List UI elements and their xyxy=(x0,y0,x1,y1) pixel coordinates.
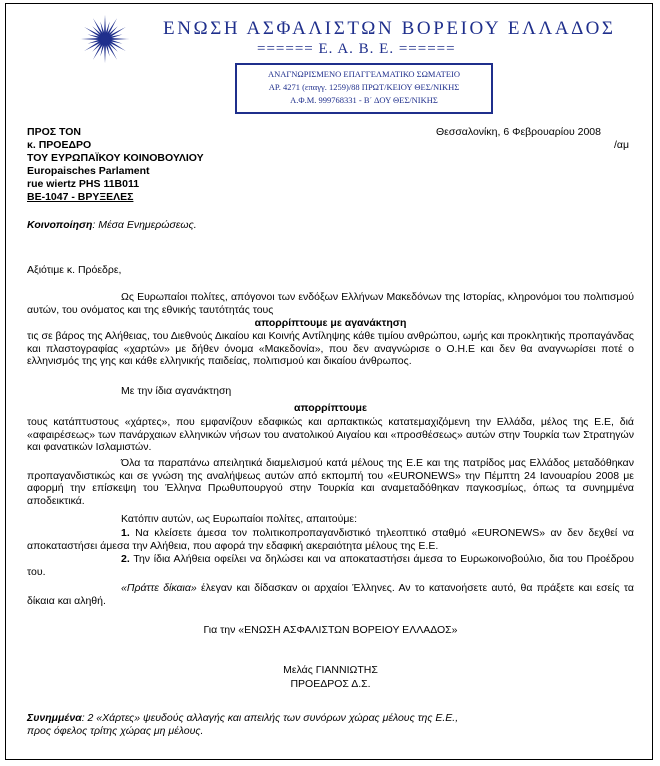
letter-date: Θεσσαλονίκη, 6 Φεβρουαρίου 2008 xyxy=(436,126,601,138)
signatory-name: Μελάς ΓΙΑΝΝΙΩΤΗΣ xyxy=(283,664,378,676)
body-paragraph: Κατόπιν αυτών, ως Ευρωπαίοι πολίτες, απαιτούμε: xyxy=(121,513,357,525)
attachments-label: Συνημμένα xyxy=(27,712,82,724)
recipient-line: Europaisches Parlament xyxy=(27,165,150,177)
recipient-line: rue wiertz PHS 11B011 xyxy=(27,178,140,190)
recipient-line: κ. ΠΡΟΕΔΡΟ xyxy=(27,139,92,151)
body-paragraph: Με την ίδια αγανάκτηση xyxy=(121,385,232,397)
body-paragraph: Ως Ευρωπαίοι πολίτες, απόγονοι των ενδόξων Ελλήνων Μακεδόνων της Ιστορίας, κληρονόμοι του πολιτισμού αυτών, του ονόματος και της εθνικής ταυτότητάς τους xyxy=(27,291,634,316)
org-abbreviation: ====== Ε. Α. Β. Ε. ====== xyxy=(257,41,456,57)
salutation: Αξιότιμε κ. Πρόεδρε, xyxy=(27,264,122,276)
cc-line xyxy=(27,219,197,232)
recipient-line: ΤΟΥ ΕΥΡΩΠΑΪΚΟΥ ΚΟΙΝΟΒΟΥΛΙΟΥ xyxy=(27,152,204,164)
registration-line: ΑΝΑΓΝΩΡΙΣΜΕΝΟ ΕΠΑΓΓΕΛΜΑΤΙΚΟ ΣΩΜΑΤΕΙΟ xyxy=(267,69,461,79)
demand-item: 1. Να κλείσετε άμεσα τον πολιτικοπροπαγανδιστικό τηλεοπτικό σταθμό «EURONEWS» αν δεν δεχθεί να αποκαταστήσει άμεσα την Αλήθεια, που αφορά την εδαφική ακεραιότητα μέλους της Ε.Ε. xyxy=(27,527,634,552)
attachments-line: Συνημμένα: 2 «Χάρτες» ψευδούς αλλαγής και απειλής των συνόρων χώρας μέλους της Ε.Ε., xyxy=(27,712,459,724)
closing-line: Για την «ΕΝΩΣΗ ΑΣΦΑΛΙΣΤΩΝ ΒΟΡΕΙΟΥ ΕΛΛΑΔΟΣ» xyxy=(203,624,458,636)
org-name: ΕΝΩΣΗ ΑΣΦΑΛΙΣΤΩΝ ΒΟΡΕΙΟΥ ΕΛΛΑΔΟΣ xyxy=(163,18,616,39)
demand-item: 2. Την ίδια Αλήθεια οφείλει να δηλώσει και να αποκαταστήσει άμεσα το Ευρωκοινοβούλιο, δια του Προέδρου του. xyxy=(27,553,634,578)
emphasis-heading: απορρίπτουμε με αγανάκτηση xyxy=(254,317,407,329)
recipient-line: ΠΡΟΣ ΤΟΝ xyxy=(27,126,81,138)
cc-value: : Μέσα Ενημερώσεως. xyxy=(92,219,197,231)
attachments-line: προς όφελος τρίτης χώρας μη μέλους. xyxy=(27,725,204,737)
letter-reference: /αμ xyxy=(614,139,630,151)
body-paragraph: Όλα τα παραπάνω απειλητικά διαμελισμού κατά μέλους της Ε.Ε και της πατρίδος μας Ελλάδος μεταδόθηκαν προπαγανδιστικώς και σε γνώση της αναλήψεως αυτών από εκπομπή του «EURONEWS» την Πέμπτη 24 Ιανουαρίου 2008 με αφορμή την επίσκεψη του Έλληνα Πρωθυπουργού στην Τουρκία και αναμεταδόθηκαν παγκοσμίως, όπως τα συνημμένα αποδεικτικά. xyxy=(27,457,634,507)
body-paragraph: τους κατάπτυστους «χάρτες», που εμφανίζουν εδαφικώς και αρπακτικώς κατατεμαχιζόμενη την Ελλάδα, μέλος της Ε.Ε, διά «αφαιρέσεως» των πανάρχαιων ελληνικών νήσων του ανατολικού Αιγαίου και «προσθέσεως» αυτών στην Τουρκία των Στρατηγών και φανατικών Ισλαμιστών. xyxy=(27,416,634,453)
registration-line: ΑΡ. 4271 (επαγγ. 1259)/88 ΠΡΩΤ/ΚΕΙΟΥ ΘΕΣ/ΝΙΚΗΣ xyxy=(268,82,460,92)
signatory-title: ΠΡΟΕΔΡΟΣ Δ.Σ. xyxy=(290,678,371,690)
registration-box xyxy=(235,63,493,114)
body-paragraph: «Πράττε δίκαια» έλεγαν και δίδασκαν οι αρχαίοι Έλληνες. Αν το κατανοήσετε αυτό, θα πράξετε και εσείς τα δίκαια και αληθή. xyxy=(27,582,634,607)
body-paragraph: τις σε βάρος της Αλήθειας, του Διεθνούς Δικαίου και Κοινής Αντίληψης κάθε τιμίου ανθρώπου, ωμής και προκλητικής προπαγάνδας και πλαστογραφίας «χαρτών» με δήθεν όνομα «Μακεδονία», που δεν αναγνώρισε ο Ο.Η.Ε και δεν θα αναγνωρίσει ποτέ ο ελληνισμός της γης και κάθε ελληνικής παιδείας, πολιτισμού και δικαίου άνθρωπος. xyxy=(27,330,634,367)
recipient-city: BE-1047 - ΒΡΥΞΕΛΕΣ xyxy=(27,191,134,203)
registration-line: Α.Φ.Μ. 999768331 - Β΄ ΔΟΥ ΘΕΣ/ΝΙΚΗΣ xyxy=(290,95,438,105)
page-border xyxy=(5,3,653,760)
star-emblem-icon xyxy=(80,14,130,64)
cc-label: Κοινοποίηση xyxy=(27,219,93,231)
emphasis-heading: απορρίπτουμε xyxy=(294,402,367,414)
